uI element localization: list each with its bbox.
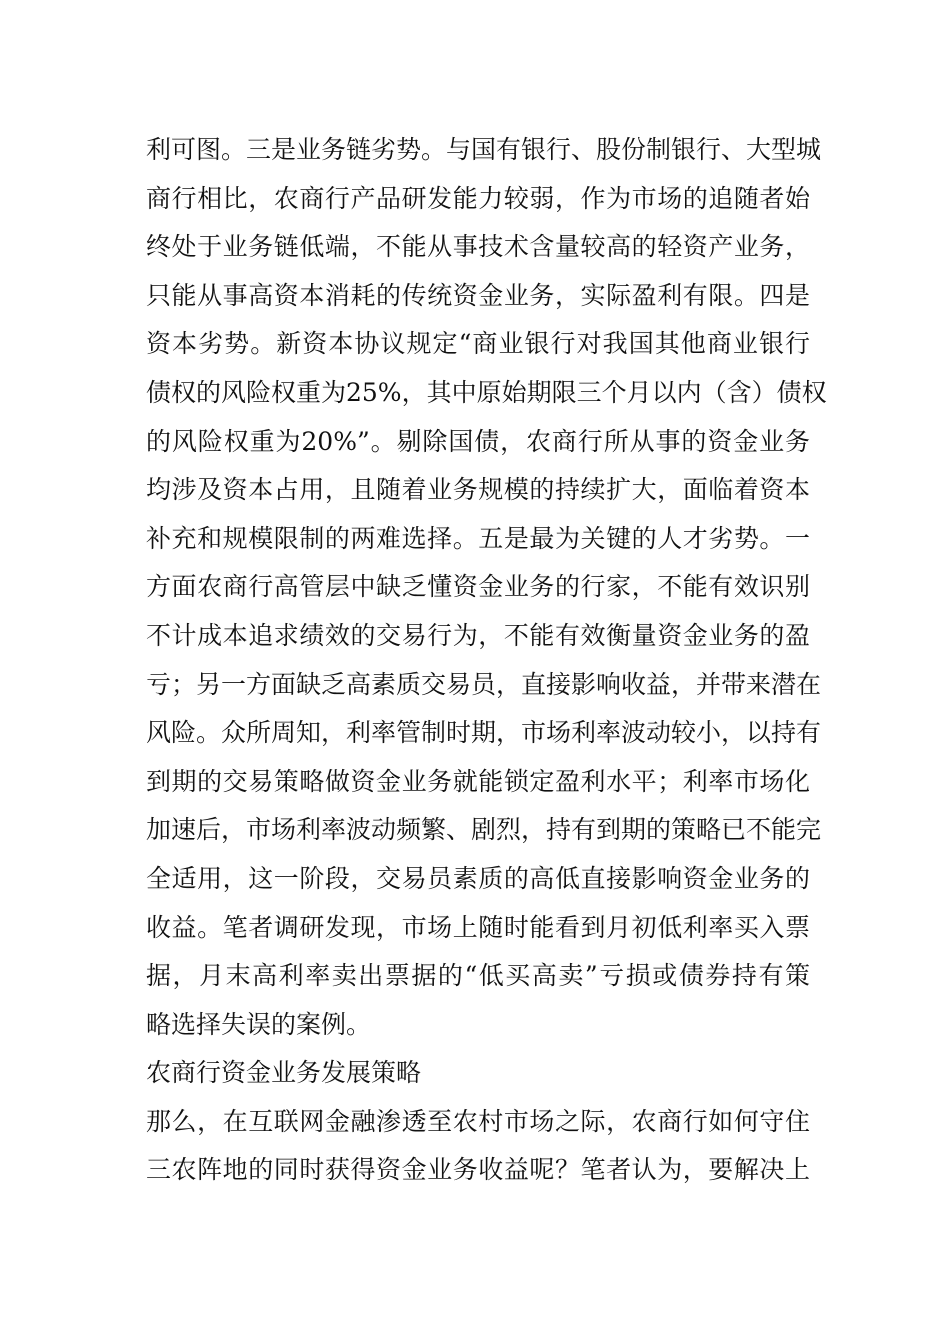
text-line: 债权的风险权重为25%，其中原始期限三个月以内（含）债权 (146, 377, 827, 407)
text-line: 方面农商行高管层中缺乏懂资金业务的行家，不能有效识别 (146, 572, 810, 602)
text-line: 全适用，这一阶段，交易员素质的高低直接影响资金业务的 (146, 863, 810, 893)
text-line: 到期的交易策略做资金业务就能锁定盈利水平；利率市场化 (146, 766, 810, 796)
text-line: 商行相比，农商行产品研发能力较弱，作为市场的追随者始 (146, 183, 810, 213)
text-line: 终处于业务链低端，不能从事技术含量较高的轻资产业务， (146, 232, 810, 262)
text-line: 加速后，市场利率波动频繁、剧烈，持有到期的策略已不能完 (146, 815, 822, 845)
text-line: 略选择失误的案例。 (146, 1009, 372, 1039)
text-line: 那么，在互联网金融渗透至农村市场之际，农商行如何守住 (146, 1106, 810, 1136)
text-line: 风险。众所周知，利率管制时期，市场利率波动较小，以持有 (146, 718, 822, 748)
heading-text: 农商行资金业务发展策略 (146, 1058, 422, 1088)
section-heading (146, 1049, 810, 1098)
text-line: 三农阵地的同时获得资金业务收益呢？笔者认为，要解决上 (146, 1155, 810, 1185)
document-body (146, 126, 827, 1195)
text-line: 只能从事高资本消耗的传统资金业务，实际盈利有限。四是 (146, 280, 810, 310)
text-line: 亏；另一方面缺乏高素质交易员，直接影响收益，并带来潜在 (146, 669, 822, 699)
text-line: 的风险权重为20%”。剔除国债，农商行所从事的资金业务 (146, 426, 810, 456)
text-line: 均涉及资本占用，且随着业务规模的持续扩大，面临着资本 (146, 475, 810, 505)
text-line: 收益。笔者调研发现，市场上随时能看到月初低利率买入票 (146, 912, 810, 942)
text-line: 利可图。三是业务链劣势。与国有银行、股份制银行、大型城 (146, 135, 822, 164)
text-line: 资本劣势。新资本协议规定“商业银行对我国其他商业银行 (146, 329, 810, 359)
paragraph-bank-disadvantages (146, 126, 827, 1049)
text-line: 补充和规模限制的两难选择。五是最为关键的人才劣势。一 (146, 523, 810, 553)
paragraph-strategy-intro (146, 1098, 810, 1195)
text-line: 不计成本追求绩效的交易行为，不能有效衡量资金业务的盈 (146, 620, 810, 650)
text-line: 据，月末高利率卖出票据的“低买高卖”亏损或债券持有策 (146, 961, 810, 991)
